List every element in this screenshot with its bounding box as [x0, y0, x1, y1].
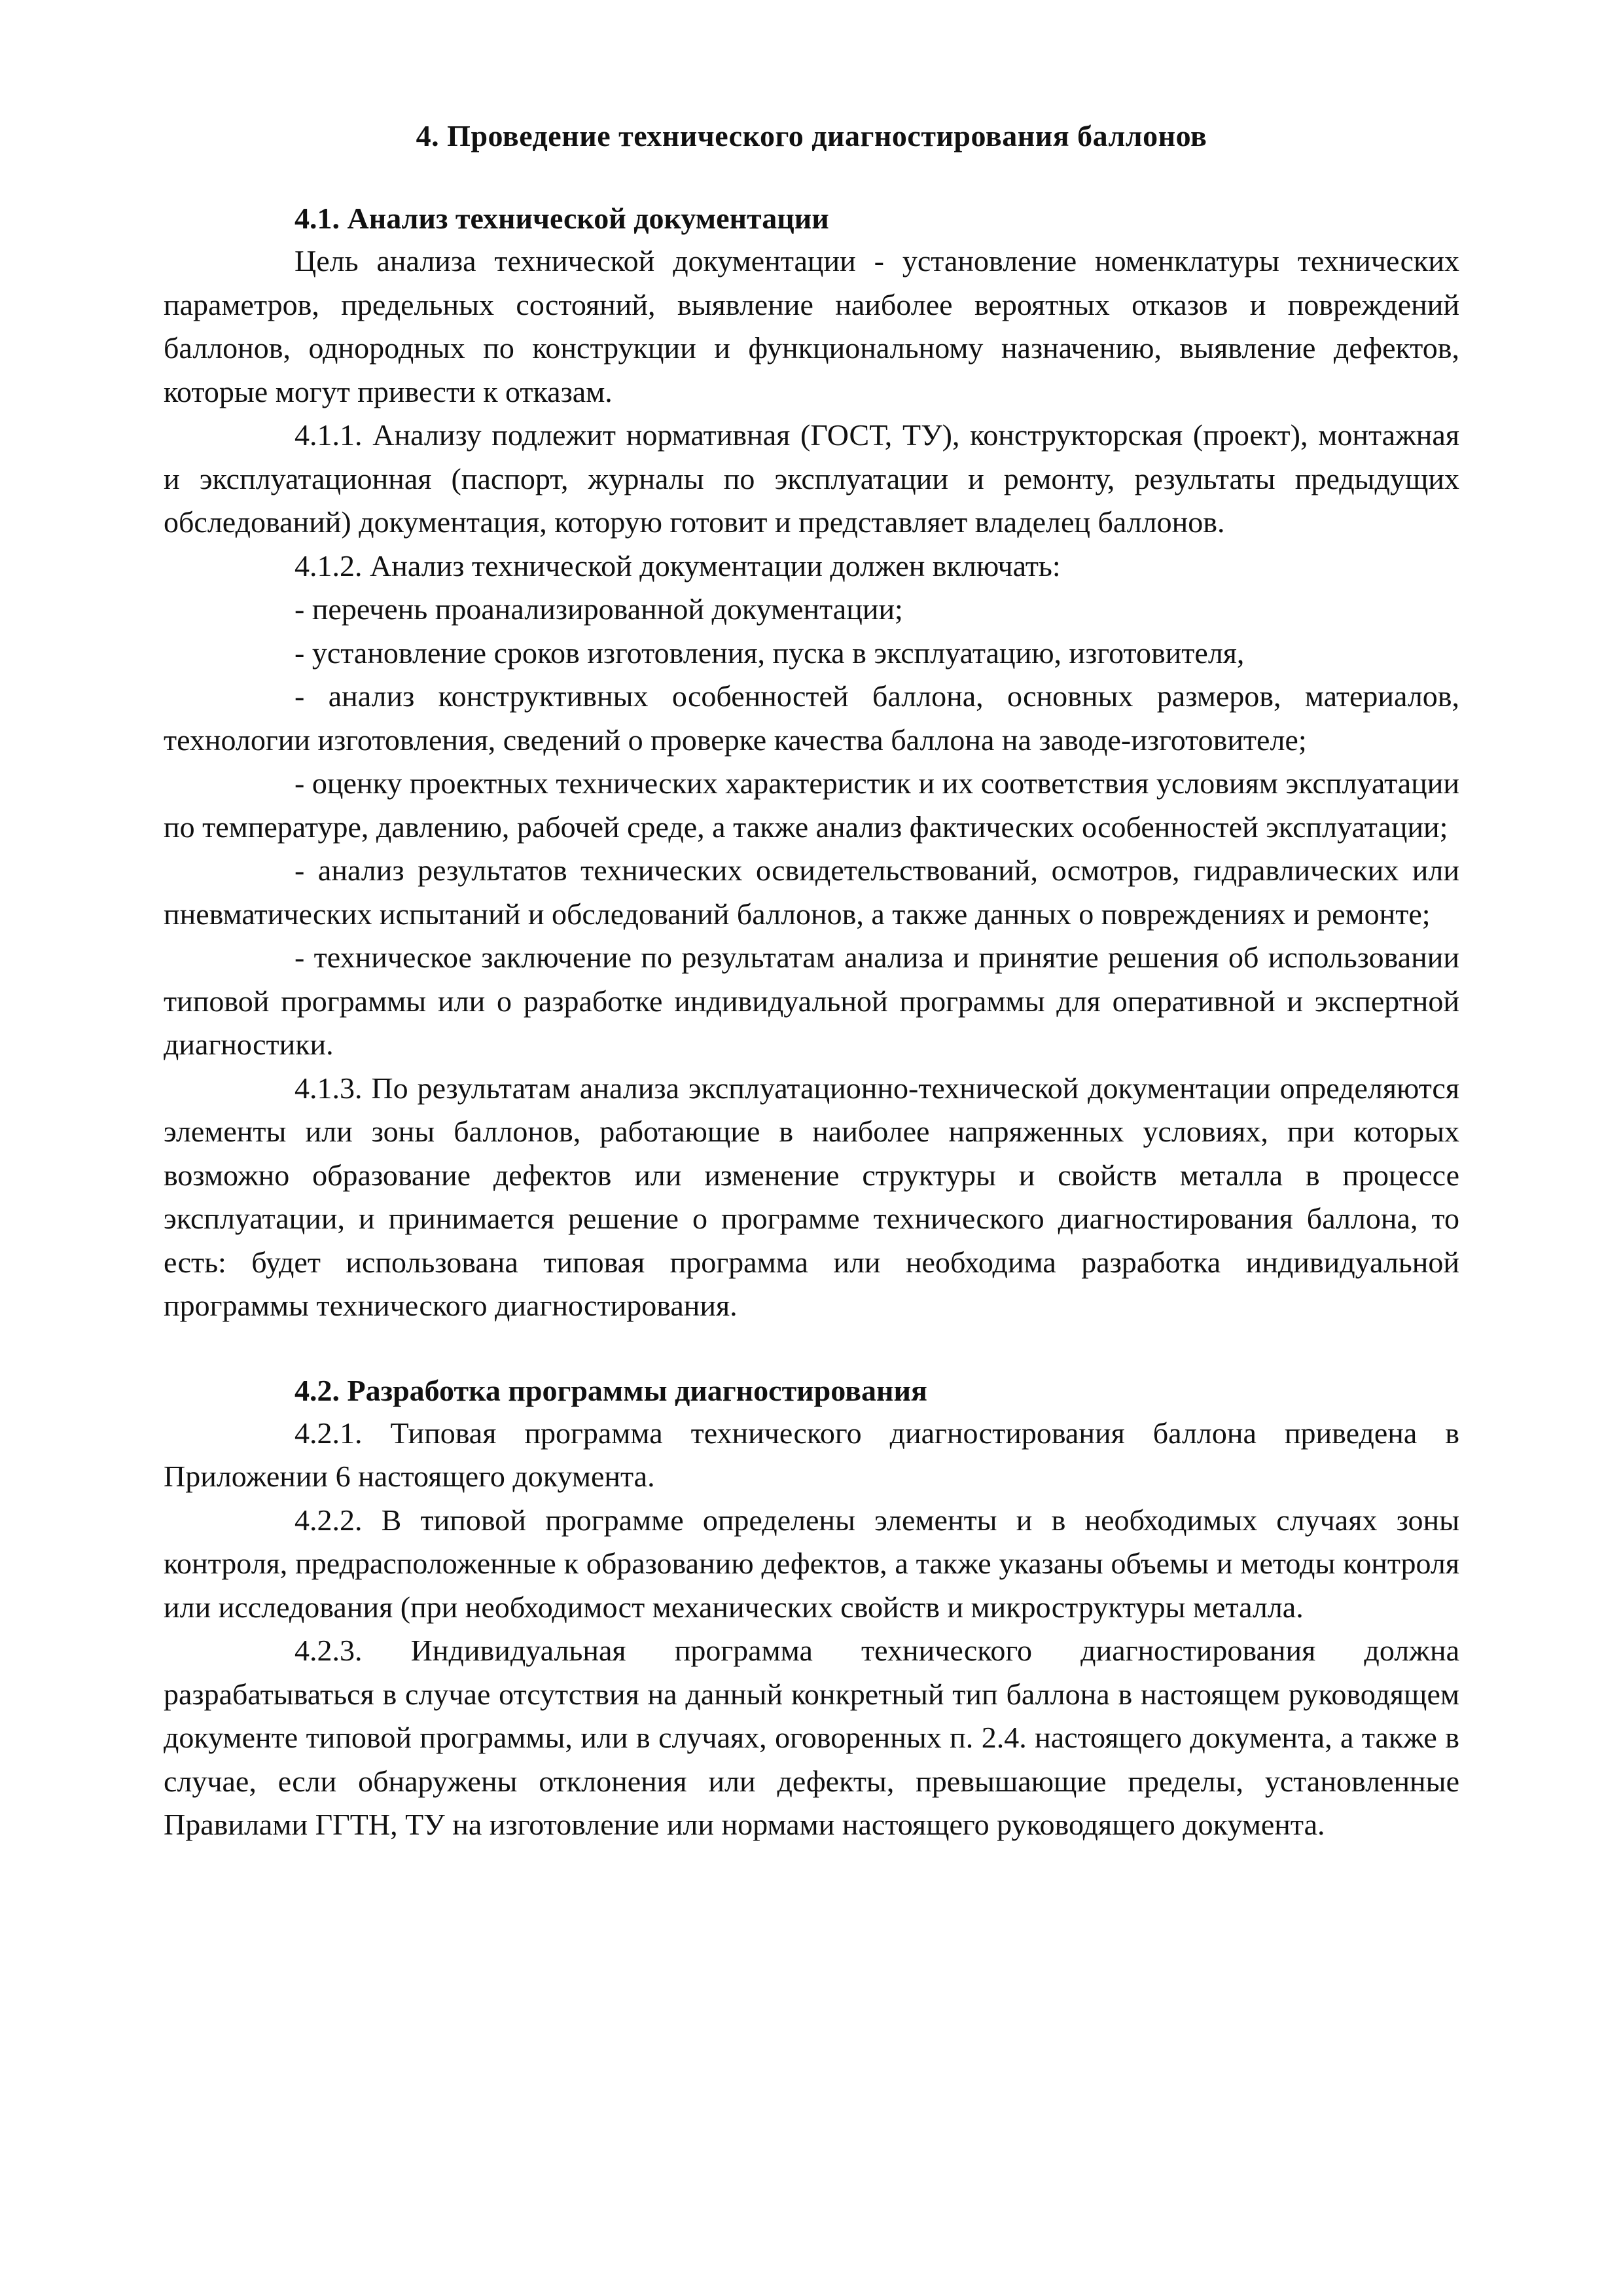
- list-item: - техническое заключение по результатам анализа и принятие решения об использовании типовой программы или о разработке индивидуальной программы для оперативной и экспертной диагностики.: [164, 941, 1459, 1061]
- list-item: - перечень проанализированной документации;: [294, 592, 903, 626]
- document-page: [164, 98, 1459, 1847]
- paragraph-4-2-1: 4.2.1. Типовая программа технического диагностирования баллона приведена в Приложении 6 настоящего документа.: [164, 1416, 1459, 1493]
- paragraph-4-2-3: 4.2.3. Индивидуальная программа технического диагностирования должна разрабатываться в случае отсутствия на данный конкретный тип баллона в настоящем руководящем документе типовой программы, или в случаях, оговоренных п. 2.4. настоящего документа, а также в случае, если обнаружены отклонения или дефекты, превышающие пределы, установленные Правилами ГГТН, ТУ на изготовление или нормами настоящего руководящего документа.: [164, 1634, 1459, 1841]
- list-item: - установление сроков изготовления, пуска в эксплуатацию, изготовителя,: [294, 636, 1245, 670]
- list-item: - анализ конструктивных особенностей баллона, основных размеров, материалов, технологии изготовления, сведений о проверке качества баллона на заводе-изготовителе;: [164, 679, 1459, 757]
- list-item: - анализ результатов технических освидетельствований, осмотров, гидравлических или пневматических испытаний и обследований баллонов, а также данных о повреждениях и ремонте;: [164, 853, 1459, 931]
- document-title: 4. Проведение технического диагностирования баллонов: [416, 119, 1207, 152]
- list-item: - оценку проектных технических характеристик и их соответствия условиям эксплуатации по температуре, давлению, рабочей среде, а также анализ фактических особенностей эксплуатации;: [164, 766, 1459, 844]
- section-heading-4-2: 4.2. Разработка программы диагностирования: [294, 1373, 927, 1407]
- section-heading-4-1: 4.1. Анализ технической документации: [294, 202, 829, 235]
- paragraph-4-1-3: 4.1.3. По результатам анализа эксплуатационно-технической документации определяются элементы или зоны баллонов, работающие в наиболее напряженных условиях, при которых возможно образование дефектов или изменение структуры и свойств металла в процессе эксплуатации, и принимается решение о программе технического диагностирования баллона, то есть: будет использована типовая программа или необходима разработка индивидуальной программы технического диагностирования.: [164, 1071, 1459, 1322]
- paragraph-4-2-2: 4.2.2. В типовой программе определены элементы и в необходимых случаях зоны контроля, предрасположенные к образованию дефектов, а также указаны объемы и методы контроля или исследования (при необходимост механических свойств и микроструктуры металла.: [164, 1503, 1459, 1624]
- paragraph-4-1-1: 4.1.1. Анализу подлежит нормативная (ГОСТ, ТУ), конструкторская (проект), монтажная и эксплуатационная (паспорт, журналы по эксплуатации и ремонту, результаты предыдущих обследований) документация, которую готовит и представляет владелец баллонов.: [164, 418, 1459, 539]
- paragraph-4-1-2: 4.1.2. Анализ технической документации должен включать:: [294, 548, 1061, 583]
- paragraph-intro: Цель анализа технической документации - установление номенклатуры технических параметров, предельных состояний, выявление наиболее вероятных отказов и повреждений баллонов, однородных по конструкции и функциональному назначению, выявление дефектов, которые могут привести к отказам.: [164, 244, 1459, 408]
